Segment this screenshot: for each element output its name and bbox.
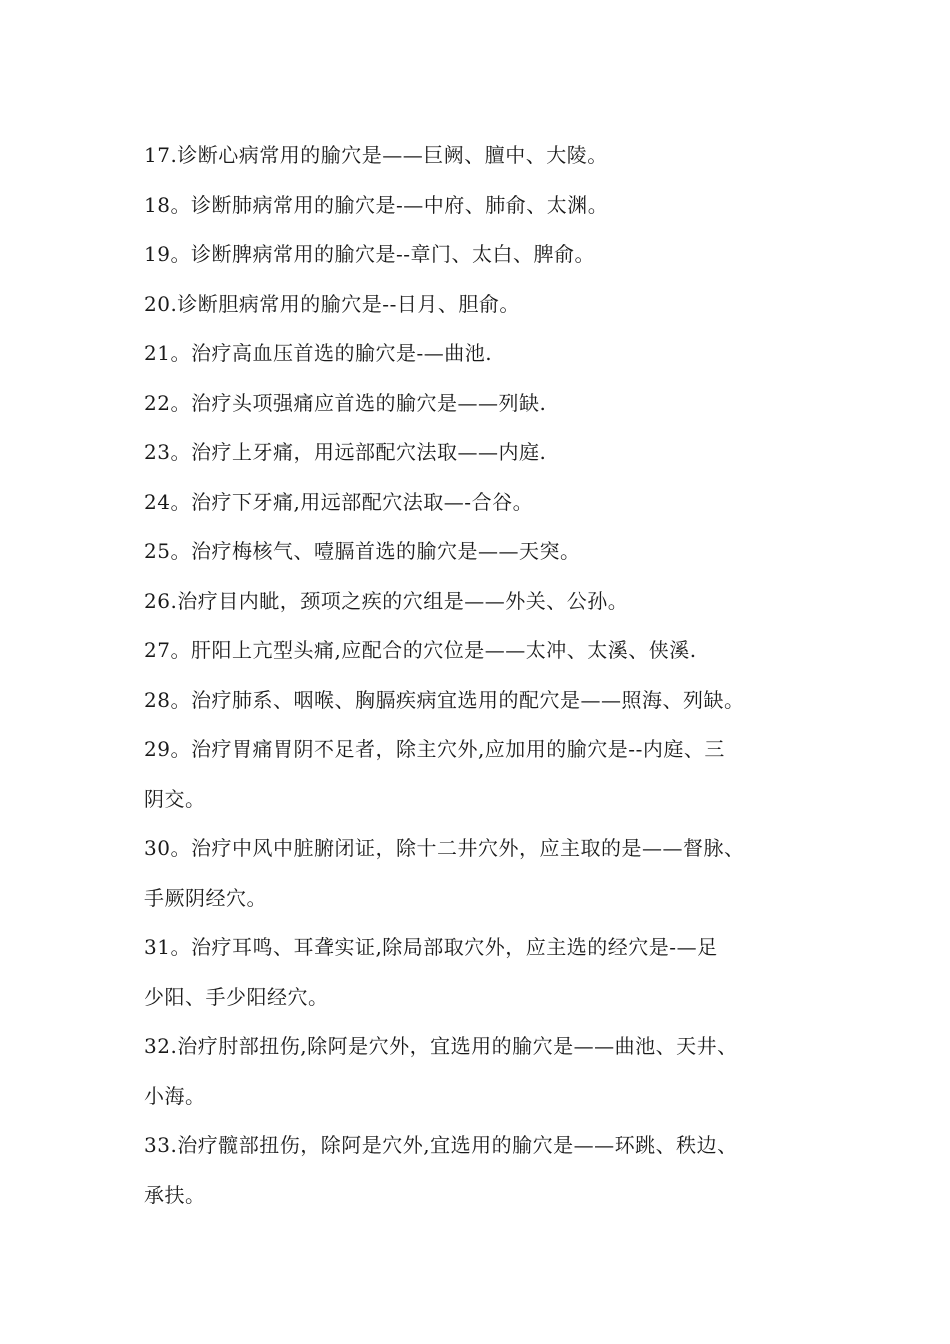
text-line: 阴交。 [144,786,206,811]
text-line: 手厥阴经穴。 [144,885,267,910]
text-line: 17.诊断心病常用的腧穴是——巨阙、膻中、大陵。 [144,143,608,167]
text-line: 25。治疗梅核气、噎膈首选的腧穴是——天突。 [144,539,581,563]
text-line: 27。肝阳上亢型头痛,应配合的穴位是——太冲、太溪、侠溪. [144,638,697,662]
text-line: 23。治疗上牙痛，用远部配穴法取——内庭. [144,440,547,464]
text-line: 18。诊断肺病常用的腧穴是-—中府、肺俞、太渊。 [144,192,609,217]
text-line: 小海。 [144,1083,206,1108]
text-line: 24。治疗下牙痛,用远部配穴法取—-合谷。 [144,489,534,514]
text-line: 28。治疗肺系、咽喉、胸膈疾病宜选用的配穴是——照海、列缺。 [144,687,745,712]
text-line: 承扶。 [144,1182,206,1207]
text-line: 33.治疗髋部扭伤，除阿是穴外,宜选用的腧穴是——环跳、秩边、 [144,1133,738,1157]
text-line: 29。治疗胃痛胃阴不足者，除主穴外,应加用的腧穴是--内庭、三 [144,737,725,761]
text-line: 少阳、手少阳经穴。 [144,984,329,1009]
text-line: 19。诊断脾病常用的腧穴是--章门、太白、脾俞。 [144,242,595,266]
text-line: 20.诊断胆病常用的腧穴是--日月、胆俞。 [144,291,520,316]
text-body [144,131,834,1220]
text-line: 30。治疗中风中脏腑闭证，除十二井穴外，应主取的是——督脉、 [144,836,745,860]
text-line: 21。治疗高血压首选的腧穴是-—曲池. [144,341,493,365]
text-line: 32.治疗肘部扭伤,除阿是穴外，宜选用的腧穴是——曲池、天井、 [144,1034,738,1058]
text-line: 22。治疗头项强痛应首选的腧穴是——列缺. [144,390,547,415]
text-line: 26.治疗目内眦，颈项之疾的穴组是——外关、公孙。 [144,588,629,613]
text-line: 31。治疗耳鸣、耳聋实证,除局部取穴外，应主选的经穴是-—足 [144,935,718,959]
